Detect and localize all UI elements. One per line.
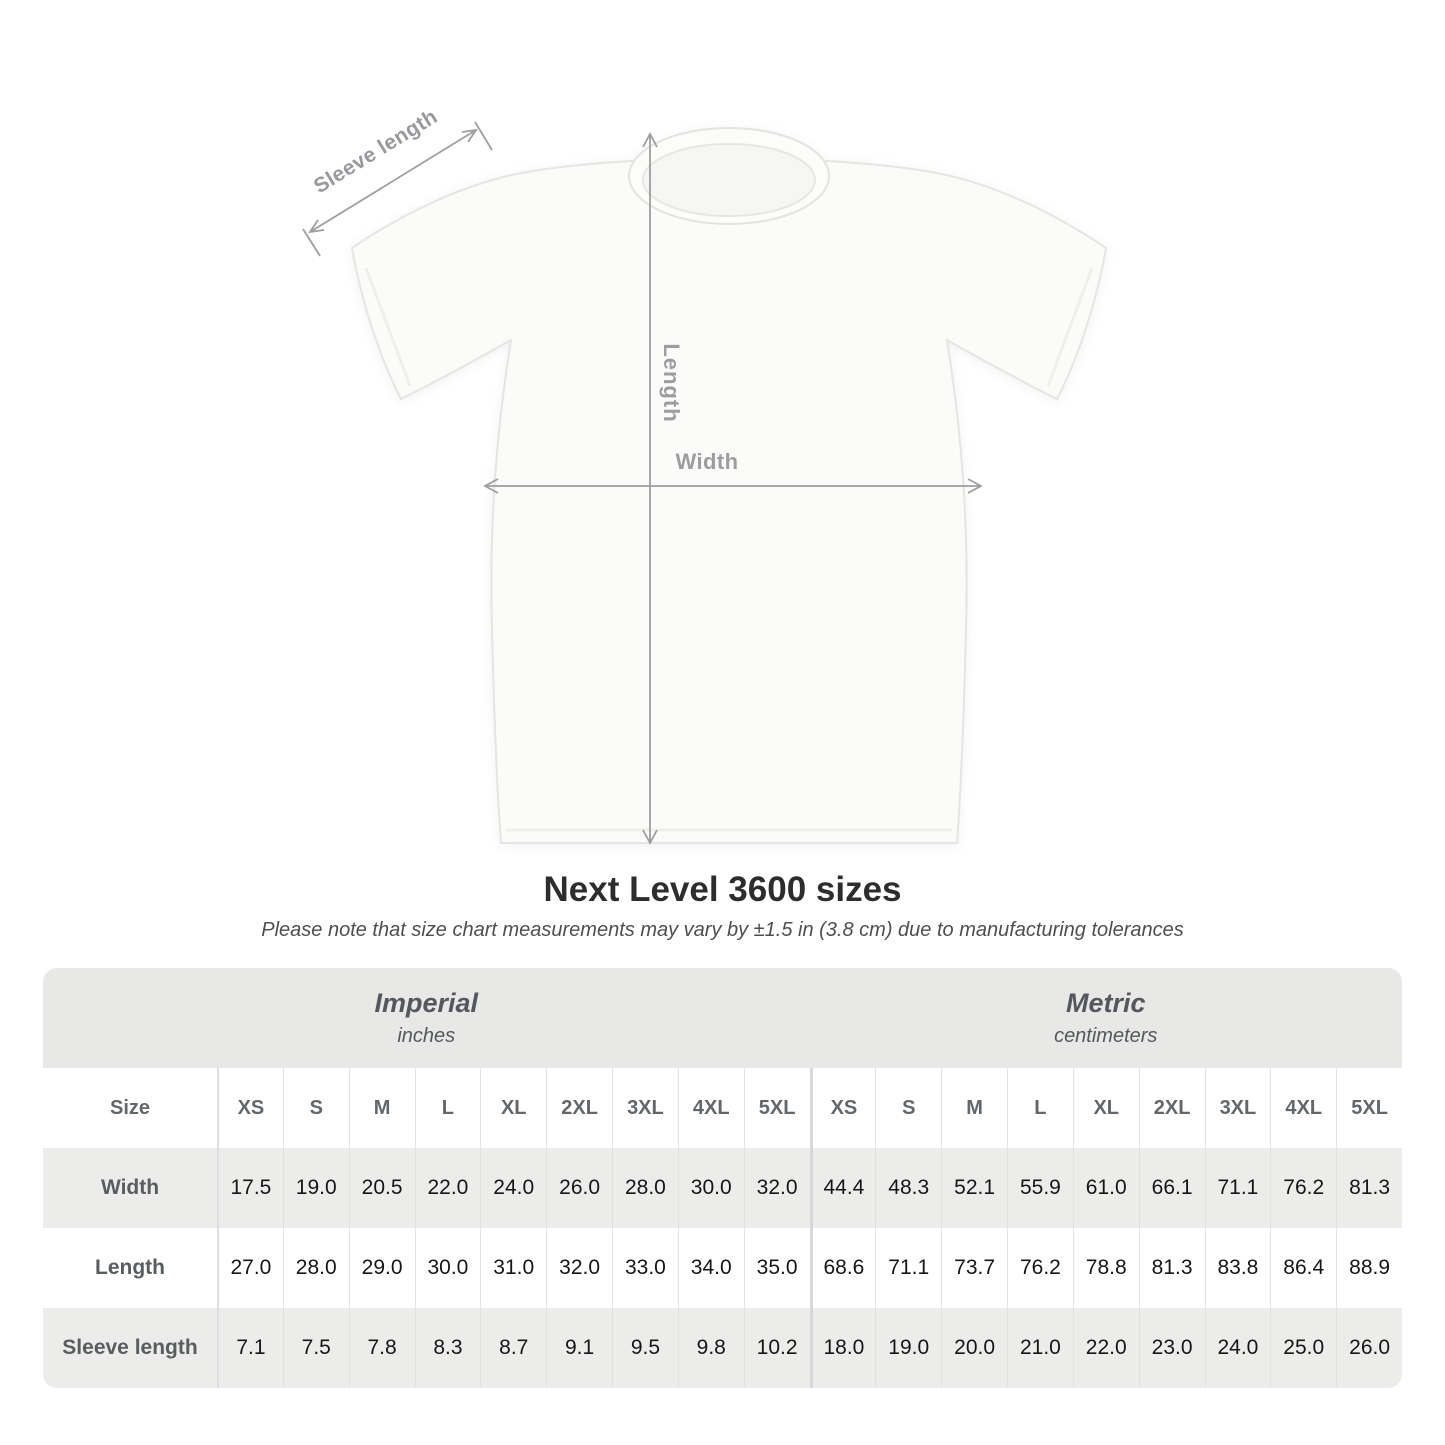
measurement-cell-metric: 83.8 [1205,1228,1271,1308]
measurement-cell-imperial: 32.0 [546,1228,612,1308]
measurement-cell-imperial: 22.0 [415,1148,481,1228]
measurement-cell-metric: 18.0 [810,1308,876,1388]
size-header-cell: 2XL [1139,1068,1205,1148]
measurement-cell-metric: 20.0 [941,1308,1007,1388]
page-title: Next Level 3600 sizes [543,870,902,909]
measurement-cell-imperial: 7.8 [349,1308,415,1388]
measurement-cell-imperial: 7.1 [217,1308,283,1388]
measurement-cell-imperial: 30.0 [415,1228,481,1308]
measurement-cell-metric: 88.9 [1336,1228,1402,1308]
size-header-cell: 3XL [612,1068,678,1148]
measurement-cell-metric: 81.3 [1336,1148,1402,1228]
size-header-cell: 4XL [1270,1068,1336,1148]
measurement-cell-metric: 52.1 [941,1148,1007,1228]
measurement-cell-imperial: 8.3 [415,1308,481,1388]
measurement-cell-imperial: 28.0 [283,1228,349,1308]
measurement-cell-metric: 73.7 [941,1228,1007,1308]
measurement-cell-imperial: 29.0 [349,1228,415,1308]
row-label: Length [43,1228,217,1308]
measurement-cell-imperial: 28.0 [612,1148,678,1228]
length-label: Length [659,343,684,423]
size-header-cell: 5XL [1336,1068,1402,1148]
measurement-cell-imperial: 17.5 [217,1148,283,1228]
measurement-cell-imperial: 32.0 [744,1148,810,1228]
measurement-cell-imperial: 26.0 [546,1148,612,1228]
measurement-cell-metric: 24.0 [1205,1308,1271,1388]
measurement-cell-metric: 44.4 [810,1148,876,1228]
size-header-cell: M [349,1068,415,1148]
measurement-cell-metric: 61.0 [1073,1148,1139,1228]
measurement-cell-metric: 25.0 [1270,1308,1336,1388]
measurement-cell-imperial: 35.0 [744,1228,810,1308]
size-header-cell: XL [480,1068,546,1148]
measurement-cell-imperial: 19.0 [283,1148,349,1228]
measurement-cell-imperial: 27.0 [217,1228,283,1308]
collar-opening [643,144,815,216]
size-header-cell: 5XL [744,1068,810,1148]
measurement-cell-metric: 66.1 [1139,1148,1205,1228]
size-header-cell: S [283,1068,349,1148]
measurement-cell-metric: 48.3 [875,1148,941,1228]
imperial-label: Imperial [374,988,479,1019]
sleeve-length-label: Sleeve length [309,105,442,199]
measurement-cell-metric: 23.0 [1139,1308,1205,1388]
measurement-cell-metric: 68.6 [810,1228,876,1308]
measurement-cell-imperial: 33.0 [612,1228,678,1308]
measurement-cell-imperial: 7.5 [283,1308,349,1388]
metric-group-header [810,968,1403,1068]
measurement-cell-metric: 76.2 [1270,1148,1336,1228]
row-label: Sleeve length [43,1308,217,1388]
size-header-cell: L [415,1068,481,1148]
measurement-cell-metric: 19.0 [875,1308,941,1388]
measurement-cell-metric: 55.9 [1007,1148,1073,1228]
size-header-cell: XS [217,1068,283,1148]
measurement-cell-imperial: 24.0 [480,1148,546,1228]
measurement-cell-imperial: 9.5 [612,1308,678,1388]
measurement-cell-metric: 71.1 [1205,1148,1271,1228]
size-column-header: Size [43,1068,217,1148]
size-header-cell: M [941,1068,1007,1148]
size-header-cell: 4XL [678,1068,744,1148]
size-header-cell: 2XL [546,1068,612,1148]
measurement-cell-imperial: 9.1 [546,1308,612,1388]
metric-unit-label: centimeters [1054,1025,1158,1048]
imperial-group-header [43,968,810,1068]
measurement-cell-imperial: 34.0 [678,1228,744,1308]
measurement-cell-imperial: 31.0 [480,1228,546,1308]
size-header-cell: XL [1073,1068,1139,1148]
size-header-cell: L [1007,1068,1073,1148]
measurement-cell-metric: 71.1 [875,1228,941,1308]
row-label: Width [43,1148,217,1228]
measurement-cell-metric: 78.8 [1073,1228,1139,1308]
measurement-cell-metric: 26.0 [1336,1308,1402,1388]
width-label: Width [675,449,739,474]
measurement-cell-metric: 76.2 [1007,1228,1073,1308]
size-header-cell: S [875,1068,941,1148]
metric-label: Metric [1065,988,1146,1019]
measurement-cell-imperial: 10.2 [744,1308,810,1388]
measurement-cell-metric: 22.0 [1073,1308,1139,1388]
measurement-cell-imperial: 20.5 [349,1148,415,1228]
imperial-unit-label: inches [397,1025,456,1048]
tolerance-note: Please note that size chart measurements may vary by ±1.5 in (3.8 cm) due to manufacturing tolerances [261,919,1184,942]
size-header-cell: 3XL [1205,1068,1271,1148]
measurement-cell-metric: 86.4 [1270,1228,1336,1308]
size-table [43,968,1402,1388]
measurement-cell-metric: 21.0 [1007,1308,1073,1388]
measurement-cell-metric: 81.3 [1139,1228,1205,1308]
size-header-cell: XS [810,1068,876,1148]
measurement-cell-imperial: 30.0 [678,1148,744,1228]
measurement-cell-imperial: 8.7 [480,1308,546,1388]
measurement-cell-imperial: 9.8 [678,1308,744,1388]
